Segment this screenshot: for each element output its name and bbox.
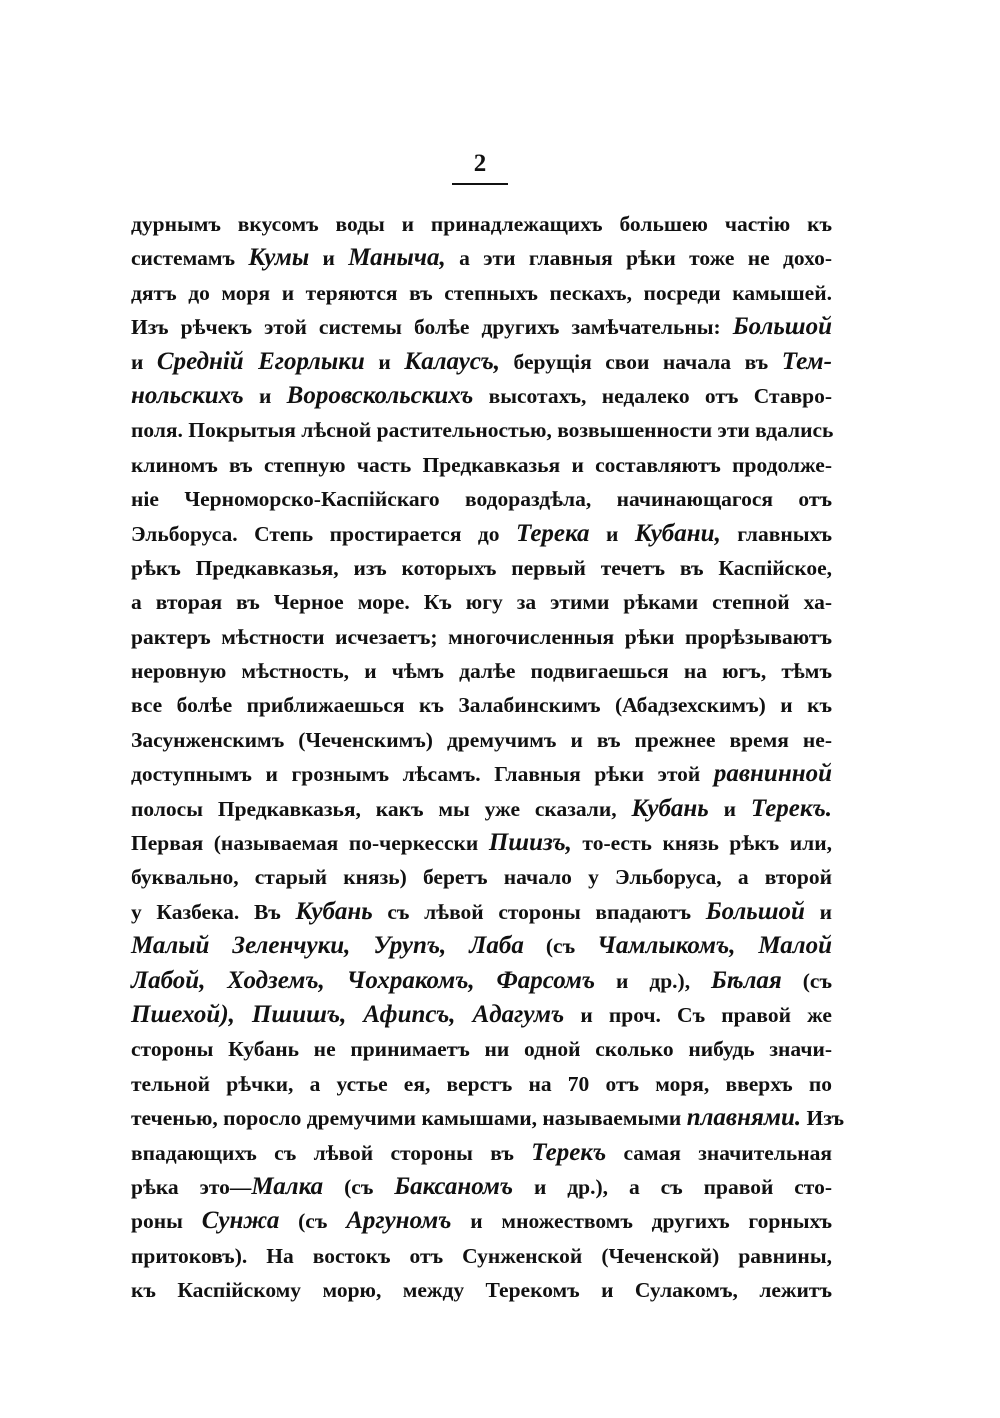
italic-term: Баксаномъ — [394, 1172, 514, 1200]
text-line — [131, 1032, 832, 1066]
text-segment: то-есть князь рѣкъ или, — [571, 831, 832, 856]
text-line — [131, 620, 832, 654]
text-line — [131, 345, 832, 379]
text-line — [131, 1136, 832, 1170]
page-number: 2 — [473, 150, 487, 177]
text-line — [131, 1239, 832, 1273]
text-segment: (съ — [523, 934, 598, 959]
text-segment: роны — [131, 1209, 202, 1234]
text-line — [131, 207, 832, 241]
text-line — [131, 723, 832, 757]
italic-term: Маныча, — [348, 244, 446, 272]
text-segment: дурнымъ вкусомъ воды и принадлежащихъ большею частію къ — [131, 212, 832, 236]
text-segment: притоковъ). На востокъ отъ Сунженской (Чеченской) равнины, — [131, 1243, 832, 1268]
text-segment: (съ — [781, 968, 832, 993]
text-segment: главныхъ — [720, 521, 832, 546]
text-line — [131, 1273, 832, 1307]
italic-term: Средній Егорлыки — [156, 347, 365, 375]
italic-term: Кубань — [295, 897, 373, 925]
text-line — [131, 688, 832, 722]
text-segment: рѣка это— — [131, 1174, 252, 1199]
text-line — [131, 998, 832, 1032]
text-line — [131, 1067, 832, 1101]
text-line — [131, 826, 832, 860]
italic-term: Чамлыкомъ, Малой — [597, 932, 832, 960]
italic-term: Калаусъ, — [404, 347, 500, 375]
italic-term: Сунжа — [201, 1207, 280, 1235]
text-segment: у Казбека. Въ — [131, 899, 296, 924]
text-segment: стороны Кубань не принимаетъ ни одной сколько нибудь значи- — [131, 1037, 832, 1062]
text-segment: и проч. Съ правой же — [564, 1002, 832, 1027]
text-line — [131, 654, 832, 688]
text-segment: и — [708, 796, 751, 821]
text-segment: и — [364, 349, 405, 374]
text-line — [131, 551, 832, 585]
text-segment: Первая (называемая по-черкесски — [131, 831, 489, 856]
text-segment: Засунженскимъ (Чеченскимъ) дремучимъ и въ прежнее время не- — [131, 727, 832, 752]
italic-term: Большой — [705, 897, 805, 925]
text-segment: къ Каспійскому морю, между Терекомъ и Сулакомъ, лежитъ — [131, 1278, 832, 1303]
text-line — [131, 310, 832, 344]
italic-term: Терекъ. — [750, 794, 832, 822]
italic-term: плавнями. — [686, 1104, 802, 1132]
text-segment: и — [589, 521, 635, 546]
text-segment: и др.), а съ правой сто- — [513, 1174, 832, 1199]
text-line — [131, 482, 832, 516]
italic-term: Терека — [515, 519, 590, 547]
italic-term: нольскихъ — [131, 381, 244, 409]
text-segment: все болѣе приближаешься къ Залабинскимъ (Абадзехскимъ) и къ — [131, 693, 832, 718]
text-segment: и — [131, 349, 157, 374]
italic-term: Малый Зеленчуки, Урупъ, Лаба — [131, 932, 524, 960]
italic-term: Аргуномъ — [346, 1207, 452, 1235]
text-line — [131, 379, 832, 413]
italic-term: Пшизъ, — [488, 829, 572, 857]
body-text — [131, 207, 845, 1308]
text-line — [131, 1204, 832, 1238]
text-segment: буквально, старый князь) беретъ начало у Эльборуса, а второй — [131, 865, 832, 890]
text-line — [131, 895, 832, 929]
italic-term: Кубань — [631, 794, 709, 822]
text-line — [131, 1170, 832, 1204]
text-segment: и — [804, 899, 832, 924]
text-segment: ніе Черноморско-Каспійскаго водораздѣла, начинающагося отъ — [131, 487, 832, 512]
text-segment: и множествомъ другихъ горныхъ — [451, 1209, 832, 1234]
italic-term: Воровскольскихъ — [286, 381, 474, 409]
italic-term: Малка — [251, 1172, 324, 1200]
text-segment: рѣкъ Предкавказья, изъ которыхъ первый течетъ въ Каспійское, — [131, 555, 832, 580]
text-line — [131, 929, 832, 963]
italic-term: Кумы — [248, 244, 310, 272]
text-segment: и — [309, 246, 349, 271]
text-line — [131, 585, 832, 619]
text-segment: дятъ до моря и теряются въ степныхъ пескахъ, посреди камышей. — [131, 280, 832, 305]
text-line — [131, 413, 832, 447]
text-line — [131, 517, 832, 551]
text-segment: впадающихъ съ лѣвой стороны въ — [131, 1140, 532, 1165]
text-segment: (съ — [323, 1174, 395, 1199]
text-segment: Изъ рѣчекъ этой системы болѣе другихъ замѣчательны: — [131, 315, 733, 340]
italic-term: Терекъ — [531, 1138, 607, 1166]
text-segment: тельной рѣчки, а устье ея, верстъ на 70 отъ моря, вверхъ по — [131, 1071, 832, 1096]
italic-term: равнинной — [713, 760, 832, 788]
text-line — [131, 276, 832, 310]
text-segment: теченью, поросло дремучими камышами, называемыми — [131, 1106, 687, 1131]
italic-term: Лабой, Ходземъ, Чохракомъ, Фарсомъ — [131, 966, 596, 994]
text-line — [131, 792, 832, 826]
text-segment: клиномъ въ степную часть Предкавказья и составляютъ продолже- — [131, 452, 832, 477]
text-line — [131, 448, 832, 482]
text-segment: системамъ — [131, 246, 249, 271]
text-segment: Изъ — [801, 1106, 845, 1131]
text-segment: съ лѣвой стороны впадаютъ — [372, 899, 706, 924]
text-line — [131, 1101, 845, 1135]
italic-term: Кубани, — [634, 519, 721, 547]
page-number-rule — [452, 183, 508, 185]
italic-term: Бѣлая — [711, 966, 782, 994]
text-segment: и — [243, 383, 287, 408]
italic-term: Большой — [732, 313, 832, 341]
text-segment: Эльборуса. Степь простирается до — [131, 521, 516, 546]
text-segment: и др.), — [595, 968, 712, 993]
italic-term: Тем- — [781, 347, 833, 375]
text-segment: высотахъ, недалеко отъ Ставро- — [473, 383, 832, 408]
text-segment: неровную мѣстность, и чѣмъ далѣе подвигаешься на югъ, тѣмъ — [131, 659, 832, 684]
text-segment: рактеръ мѣстности исчезаетъ; многочисленныя рѣки прорѣзываютъ — [131, 624, 832, 649]
text-segment: а вторая въ Черное море. Къ югу за этими рѣками степной ха- — [131, 590, 832, 615]
text-segment: (съ — [279, 1209, 347, 1234]
text-line — [131, 241, 832, 275]
text-segment: берущія свои начала въ — [500, 349, 782, 374]
text-segment: а эти главныя рѣки тоже не дохо- — [445, 246, 832, 271]
text-line — [131, 860, 832, 894]
text-segment: доступнымъ и грознымъ лѣсамъ. Главныя рѣки этой — [131, 762, 714, 787]
text-segment: поля. Покрытыя лѣсной растительностью, возвышенности эти вдались — [131, 418, 834, 443]
text-line — [131, 964, 832, 998]
italic-term: Пшехой), Пшишъ, Афипсъ, Адагумъ — [131, 1000, 565, 1028]
text-segment: полосы Предкавказья, какъ мы уже сказали, — [131, 796, 632, 821]
text-segment: самая значительная — [606, 1140, 832, 1165]
text-line — [131, 757, 832, 791]
